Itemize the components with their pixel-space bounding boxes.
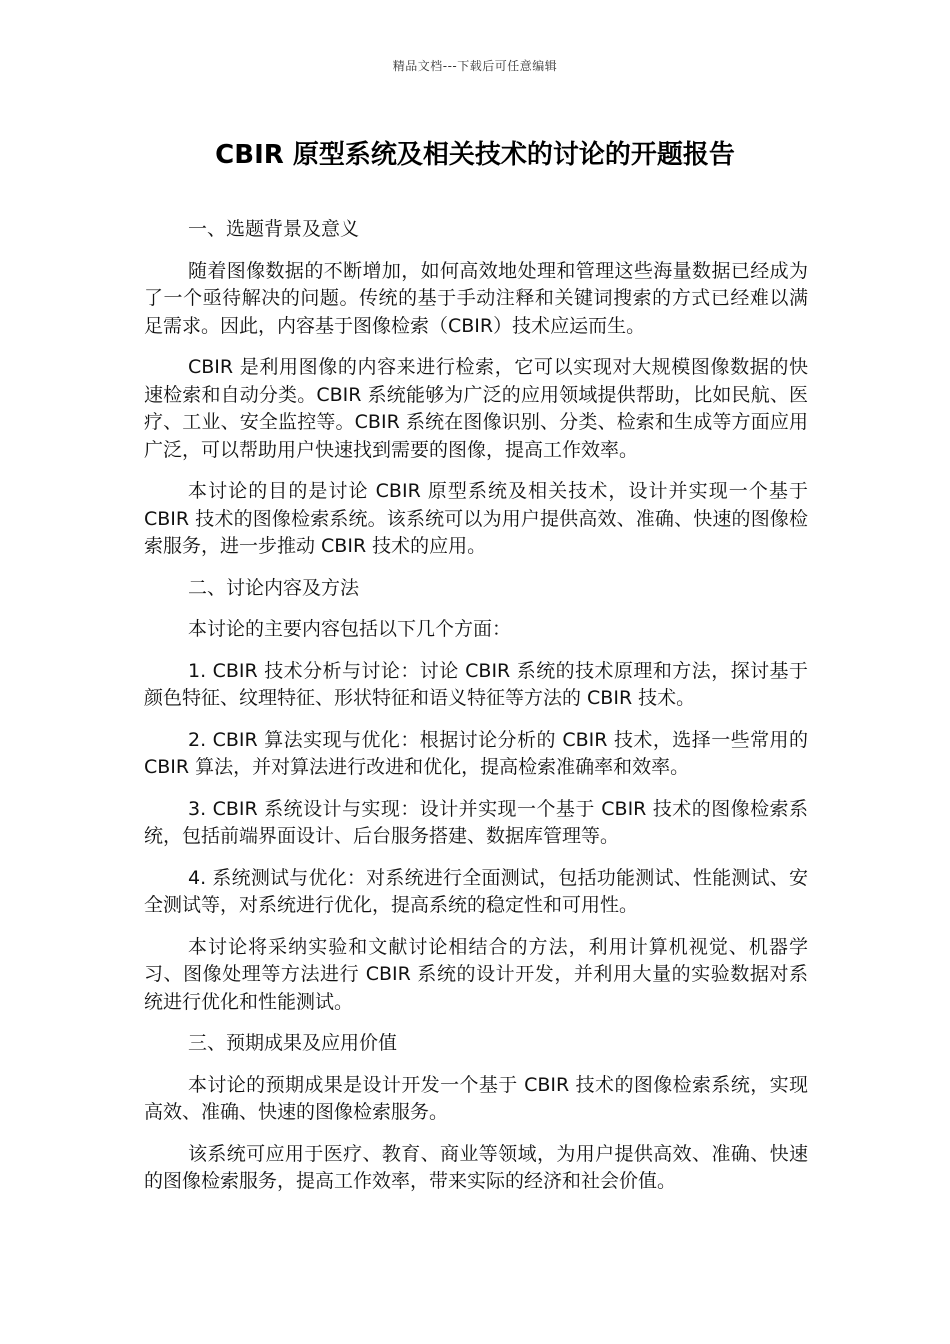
paragraph-background-1: 随着图像数据的不断增加，如何高效地处理和管理这些海量数据已经成为了一个亟待解决的问题。传统的基于手动注释和关键词搜索的方式已经难以满足需求。因此，内容基于图像检索（CBIR）技术应运而生。 xyxy=(144,259,808,337)
paragraph-background-3: 本讨论的目的是讨论 CBIR 原型系统及相关技术，设计并实现一个基于 CBIR 技术的图像检索系统。该系统可以为用户提供高效、准确、快速的图像检索服务，进一步推动 CBIR 技术的应用。 xyxy=(144,480,808,557)
paragraph-background-2: CBIR 是利用图像的内容来进行检索，它可以实现对大规模图像数据的快速检索和自动分类。CBIR 系统能够为广泛的应用领域提供帮助，比如民航、医疗、工业、安全监控等。CBIR 系统在图像识别、分类、检索和生成等方面应用广泛，可以帮助用户快速找到需要的图像，提高工作效率。 xyxy=(144,356,808,461)
list-item-cbir-algorithms: 2. CBIR 算法实现与优化：根据讨论分析的 CBIR 技术，选择一些常用的 CBIR 算法，并对算法进行改进和优化，提高检索准确率和效率。 xyxy=(144,728,808,778)
section-heading-content-methods: 二、讨论内容及方法 xyxy=(188,576,360,599)
document-body xyxy=(144,216,808,1196)
document-title: CBIR 原型系统及相关技术的讨论的开题报告 xyxy=(215,140,735,170)
paragraph-methods: 本讨论将采纳实验和文献讨论相结合的方法，利用计算机视觉、机器学习、图像处理等方法进行 CBIR 系统的设计开发，并利用大量的实验数据对系统进行优化和性能测试。 xyxy=(144,935,808,1013)
section-heading-background: 一、选题背景及意义 xyxy=(188,218,360,240)
paragraph-application-value: 该系统可应用于医疗、教育、商业等领域，为用户提供高效、准确、快速的图像检索服务，提高工作效率，带来实际的经济和社会价值。 xyxy=(144,1142,808,1192)
list-item-cbir-system-design: 3. CBIR 系统设计与实现：设计并实现一个基于 CBIR 技术的图像检索系统，包括前端界面设计、后台服务搭建、数据库管理等。 xyxy=(144,797,808,847)
section-heading-expected-results: 三、预期成果及应用价值 xyxy=(188,1032,398,1054)
paragraph-expected-results: 本讨论的预期成果是设计开发一个基于 CBIR 技术的图像检索系统，实现高效、准确、快速的图像检索服务。 xyxy=(144,1073,808,1123)
page-header: 精品文档---下载后可任意编辑 xyxy=(392,59,558,73)
paragraph-content-intro: 本讨论的主要内容包括以下几个方面： xyxy=(188,618,512,640)
list-item-cbir-analysis: 1. CBIR 技术分析与讨论：讨论 CBIR 系统的技术原理和方法，探讨基于颜色特征、纹理特征、形状特征和语义特征等方法的 CBIR 技术。 xyxy=(144,659,808,709)
list-item-system-testing: 4. 系统测试与优化：对系统进行全面测试，包括功能测试、性能测试、安全测试等，对系统进行优化，提高系统的稳定性和可用性。 xyxy=(144,866,808,916)
